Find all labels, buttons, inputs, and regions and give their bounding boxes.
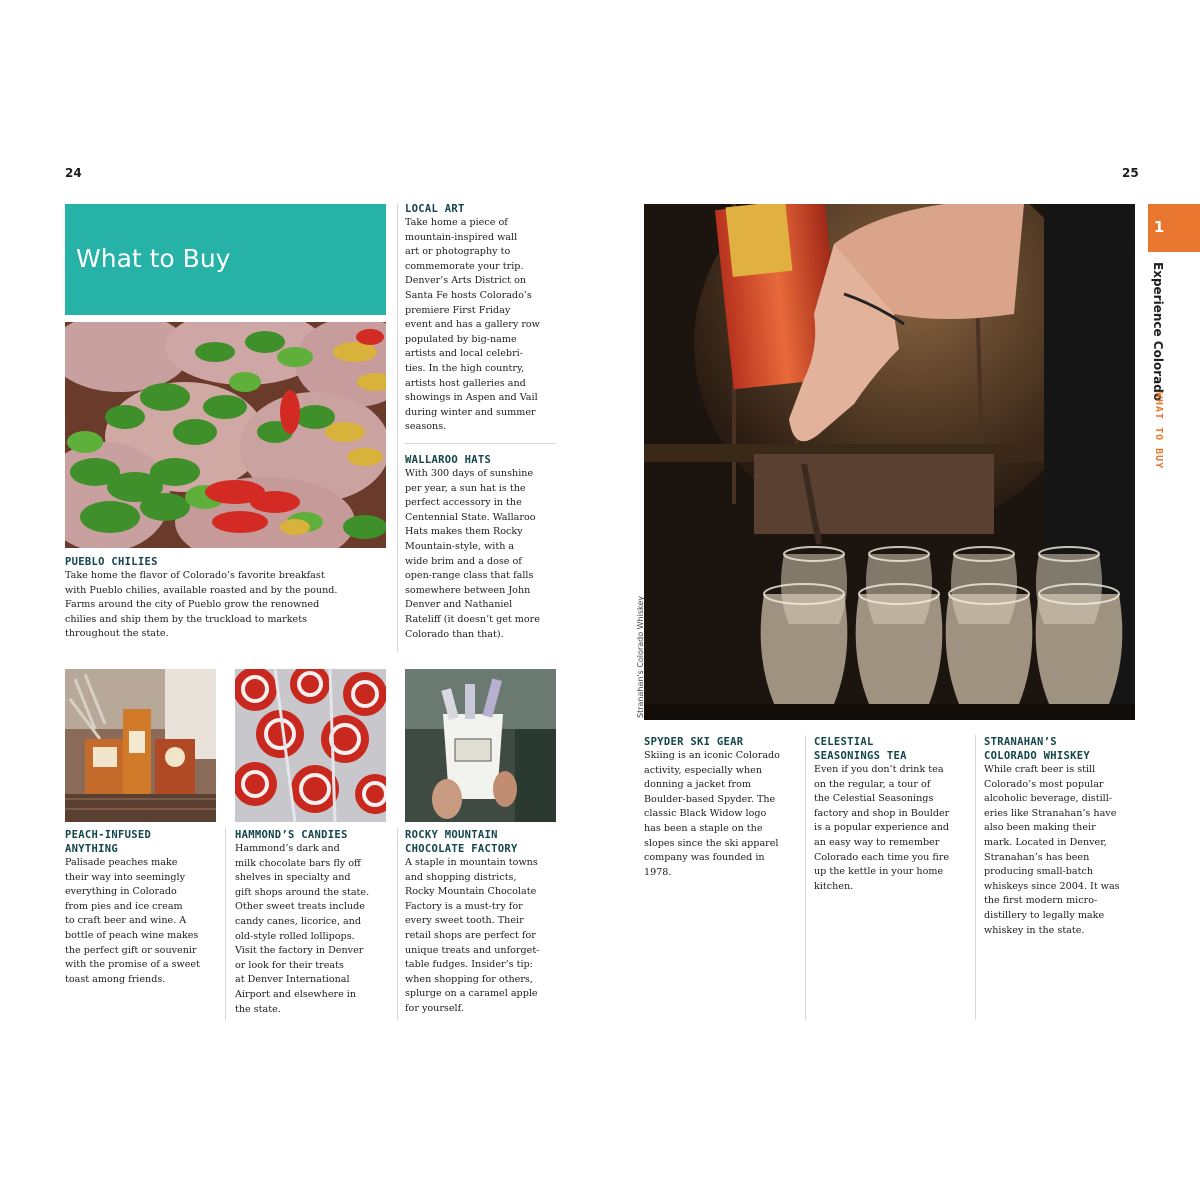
body-line: seasons. (405, 421, 447, 433)
body-line: eries like Stranahan’s have (984, 807, 1117, 819)
rocky-mountain-heading-line: ROCKY MOUNTAIN (405, 829, 498, 841)
page-title: What to Buy (76, 244, 231, 273)
celestial-heading-line: CELESTIAL (814, 736, 874, 748)
body-line: Colorado than that). (405, 628, 504, 640)
celestial-body (814, 763, 974, 894)
hammonds-section (235, 828, 390, 1017)
candies-photo (235, 669, 386, 822)
body-line: 1978. (644, 866, 672, 878)
body-line: Rocky Mountain Chocolate (405, 886, 537, 898)
page-number-left: 24 (65, 166, 82, 180)
spyder-heading: SPYDER SKI GEAR (644, 736, 744, 748)
body-line: Santa Fe hosts Colorado’s (405, 289, 532, 301)
column-divider (975, 735, 976, 1020)
body-line: slopes since the ski apparel (644, 837, 779, 849)
body-line: ties. In the high country, (405, 362, 525, 374)
body-line: Farms around the city of Pueblo grow the renowned (65, 599, 320, 611)
body-line: with Pueblo chilies, available roasted and by the pound. (65, 584, 338, 596)
body-line: throughout the state. (65, 628, 169, 640)
body-line: somewhere between John (405, 584, 531, 596)
body-line: the state. (235, 1003, 281, 1015)
body-line: per year, a sun hat is the (405, 482, 526, 494)
spyder-section (644, 735, 804, 880)
body-line: Factory is a must-try for (405, 900, 523, 912)
body-line: the perfect gift or souvenir (65, 944, 197, 956)
body-line: activity, especially when (644, 764, 763, 776)
hammonds-heading: HAMMOND’S CANDIES (235, 829, 348, 841)
body-line: table fudges. Insider’s tip: (405, 959, 533, 971)
body-line: Denver’s Arts District on (405, 275, 527, 287)
pueblo-chilies-section (65, 555, 387, 642)
body-line: kitchen. (814, 880, 854, 892)
celestial-section (814, 735, 974, 894)
body-line: Take home a piece of (405, 217, 508, 228)
body-line: with the promise of a sweet (65, 959, 200, 971)
body-line: alcoholic beverage, distill- (984, 793, 1113, 805)
body-line: Take home the flavor of Colorado’s favorite breakfast (65, 570, 325, 581)
body-line: classic Black Widow logo (644, 808, 767, 820)
chilies-photo (65, 322, 386, 548)
celestial-heading-line: SEASONINGS TEA (814, 750, 907, 762)
body-line: retail shops are perfect for (405, 929, 536, 941)
stranahans-heading-line: COLORADO WHISKEY (984, 750, 1090, 762)
body-line: showings in Aspen and Vail (405, 392, 538, 404)
body-line: for yourself. (405, 1002, 464, 1014)
chocolate-cup-photo (405, 669, 556, 822)
column-divider (805, 735, 806, 1020)
body-line: distillery to legally make (984, 909, 1105, 921)
body-line: open-range class that falls (405, 570, 534, 582)
body-line: Denver and Nathaniel (405, 599, 513, 611)
section-divider (405, 443, 557, 444)
body-line: perfect accessory in the (405, 497, 522, 509)
body-line: shelves in specialty and (235, 872, 351, 884)
peach-section (65, 828, 220, 987)
peach-heading-line: ANYTHING (65, 843, 118, 855)
body-line: producing small-batch (984, 866, 1094, 878)
chapter-title: Experience Colorado (1151, 262, 1165, 402)
peach-body (65, 856, 220, 987)
body-line: whiskey in the state. (984, 924, 1085, 936)
column-divider (397, 204, 398, 652)
rocky-mountain-body (405, 856, 565, 1017)
body-line: Stranahan’s has been (984, 851, 1090, 863)
page-number-right: 25 (1122, 166, 1139, 180)
body-line: their way into seemingly (65, 871, 185, 883)
body-line: Hammond’s dark and (235, 843, 340, 854)
spyder-body (644, 749, 804, 880)
rocky-mountain-heading-line: CHOCOLATE FACTORY (405, 843, 518, 855)
body-line: when shopping for others, (405, 973, 533, 985)
wallaroo-hats-heading: WALLAROO HATS (405, 454, 492, 466)
body-line: splurge on a caramel apple (405, 988, 538, 1000)
body-line: Hats makes them Rocky (405, 526, 523, 538)
body-line: and shopping districts, (405, 871, 517, 883)
column-divider (225, 828, 226, 1020)
peach-products-photo (65, 669, 216, 822)
body-line: With 300 days of sunshine (405, 468, 534, 479)
body-line: artists and local celebri- (405, 348, 523, 360)
stranahans-body (984, 763, 1144, 938)
body-line: Palisade peaches make (65, 857, 178, 868)
pueblo-chilies-heading: PUEBLO CHILIES (65, 556, 158, 568)
body-line: A staple in mountain towns (405, 857, 538, 868)
body-line: Colorado’s most popular (984, 778, 1104, 790)
body-line: factory and shop in Boulder (814, 807, 950, 819)
pueblo-chilies-body (65, 569, 387, 642)
wallaroo-hats-body (405, 467, 565, 642)
photo-credit: Stranahan's Colorado Whiskey (636, 595, 645, 718)
body-line: to craft beer and wine. A (65, 915, 187, 927)
body-line: is a popular experience and (814, 822, 950, 834)
local-art-heading: LOCAL ART (405, 203, 465, 215)
peach-heading-line: PEACH-INFUSED (65, 829, 152, 841)
stranahans-section (984, 735, 1144, 938)
body-line: art or photography to (405, 246, 511, 258)
body-line: Visit the factory in Denver (235, 945, 364, 957)
body-line: has been a staple on the (644, 822, 763, 834)
body-line: Mountain-style, with a (405, 540, 515, 552)
body-line: on the regular, a tour of (814, 778, 931, 790)
body-line: mountain-inspired wall (405, 231, 518, 243)
body-line: Colorado each time you fire (814, 851, 950, 863)
body-line: every sweet tooth. Their (405, 915, 524, 927)
chapter-tab (1148, 204, 1200, 252)
body-line: Other sweet treats include (235, 901, 365, 913)
whiskey-photo (644, 204, 1135, 720)
local-art-section (405, 202, 565, 435)
body-line: everything in Colorado (65, 886, 177, 898)
body-line: Even if you don’t drink tea (814, 764, 944, 775)
body-line: candy canes, licorice, and (235, 915, 361, 927)
body-line: an easy way to remember (814, 836, 940, 848)
local-art-body (405, 216, 565, 435)
body-line: event and has a gallery row (405, 319, 540, 331)
body-line: up the kettle in your home (814, 866, 944, 878)
body-line: during winter and summer (405, 406, 536, 418)
section-banner (65, 204, 386, 315)
chapter-number: 1 (1153, 218, 1165, 236)
body-line: milk chocolate bars fly off (235, 857, 361, 869)
body-line: While craft beer is still (984, 764, 1096, 775)
rocky-mountain-section (405, 828, 565, 1017)
body-line: commemorate your trip. (405, 260, 524, 272)
body-line: Boulder-based Spyder. The (644, 793, 776, 805)
body-line: Skiing is an iconic Colorado (644, 750, 780, 761)
body-line: from pies and ice cream (65, 900, 183, 912)
body-line: the Celestial Seasonings (814, 793, 934, 805)
body-line: Centennial State. Wallaroo (405, 511, 536, 523)
hammonds-body (235, 842, 390, 1017)
body-line: unique treats and unforget- (405, 944, 540, 956)
body-line: whiskeys since 2004. It was (984, 880, 1120, 892)
column-divider (397, 828, 398, 1020)
body-line: bottle of peach wine makes (65, 929, 199, 941)
body-line: Rateliff (it doesn’t get more (405, 613, 540, 625)
body-line: donning a jacket from (644, 779, 751, 791)
body-line: wide brim and a dose of (405, 555, 522, 567)
body-line: the first modern micro- (984, 895, 1098, 907)
body-line: old-style rolled lollipops. (235, 930, 355, 942)
body-line: or look for their treats (235, 959, 344, 971)
body-line: at Denver International (235, 974, 350, 986)
body-line: gift shops around the state. (235, 886, 370, 898)
body-line: mark. Located in Denver, (984, 836, 1107, 848)
chapter-subtitle: WHAT TO BUY (1153, 392, 1164, 470)
body-line: toast among friends. (65, 973, 166, 985)
body-line: populated by big-name (405, 333, 517, 345)
wallaroo-hats-section (405, 453, 565, 642)
body-line: Airport and elsewhere in (235, 988, 357, 1000)
body-line: company was founded in (644, 852, 765, 864)
body-line: chilies and ship them by the truckload to markets (65, 613, 308, 625)
body-line: also been making their (984, 822, 1096, 834)
body-line: premiere First Friday (405, 304, 511, 316)
stranahans-heading-line: STRANAHAN’S (984, 736, 1057, 748)
body-line: artists host galleries and (405, 377, 526, 389)
